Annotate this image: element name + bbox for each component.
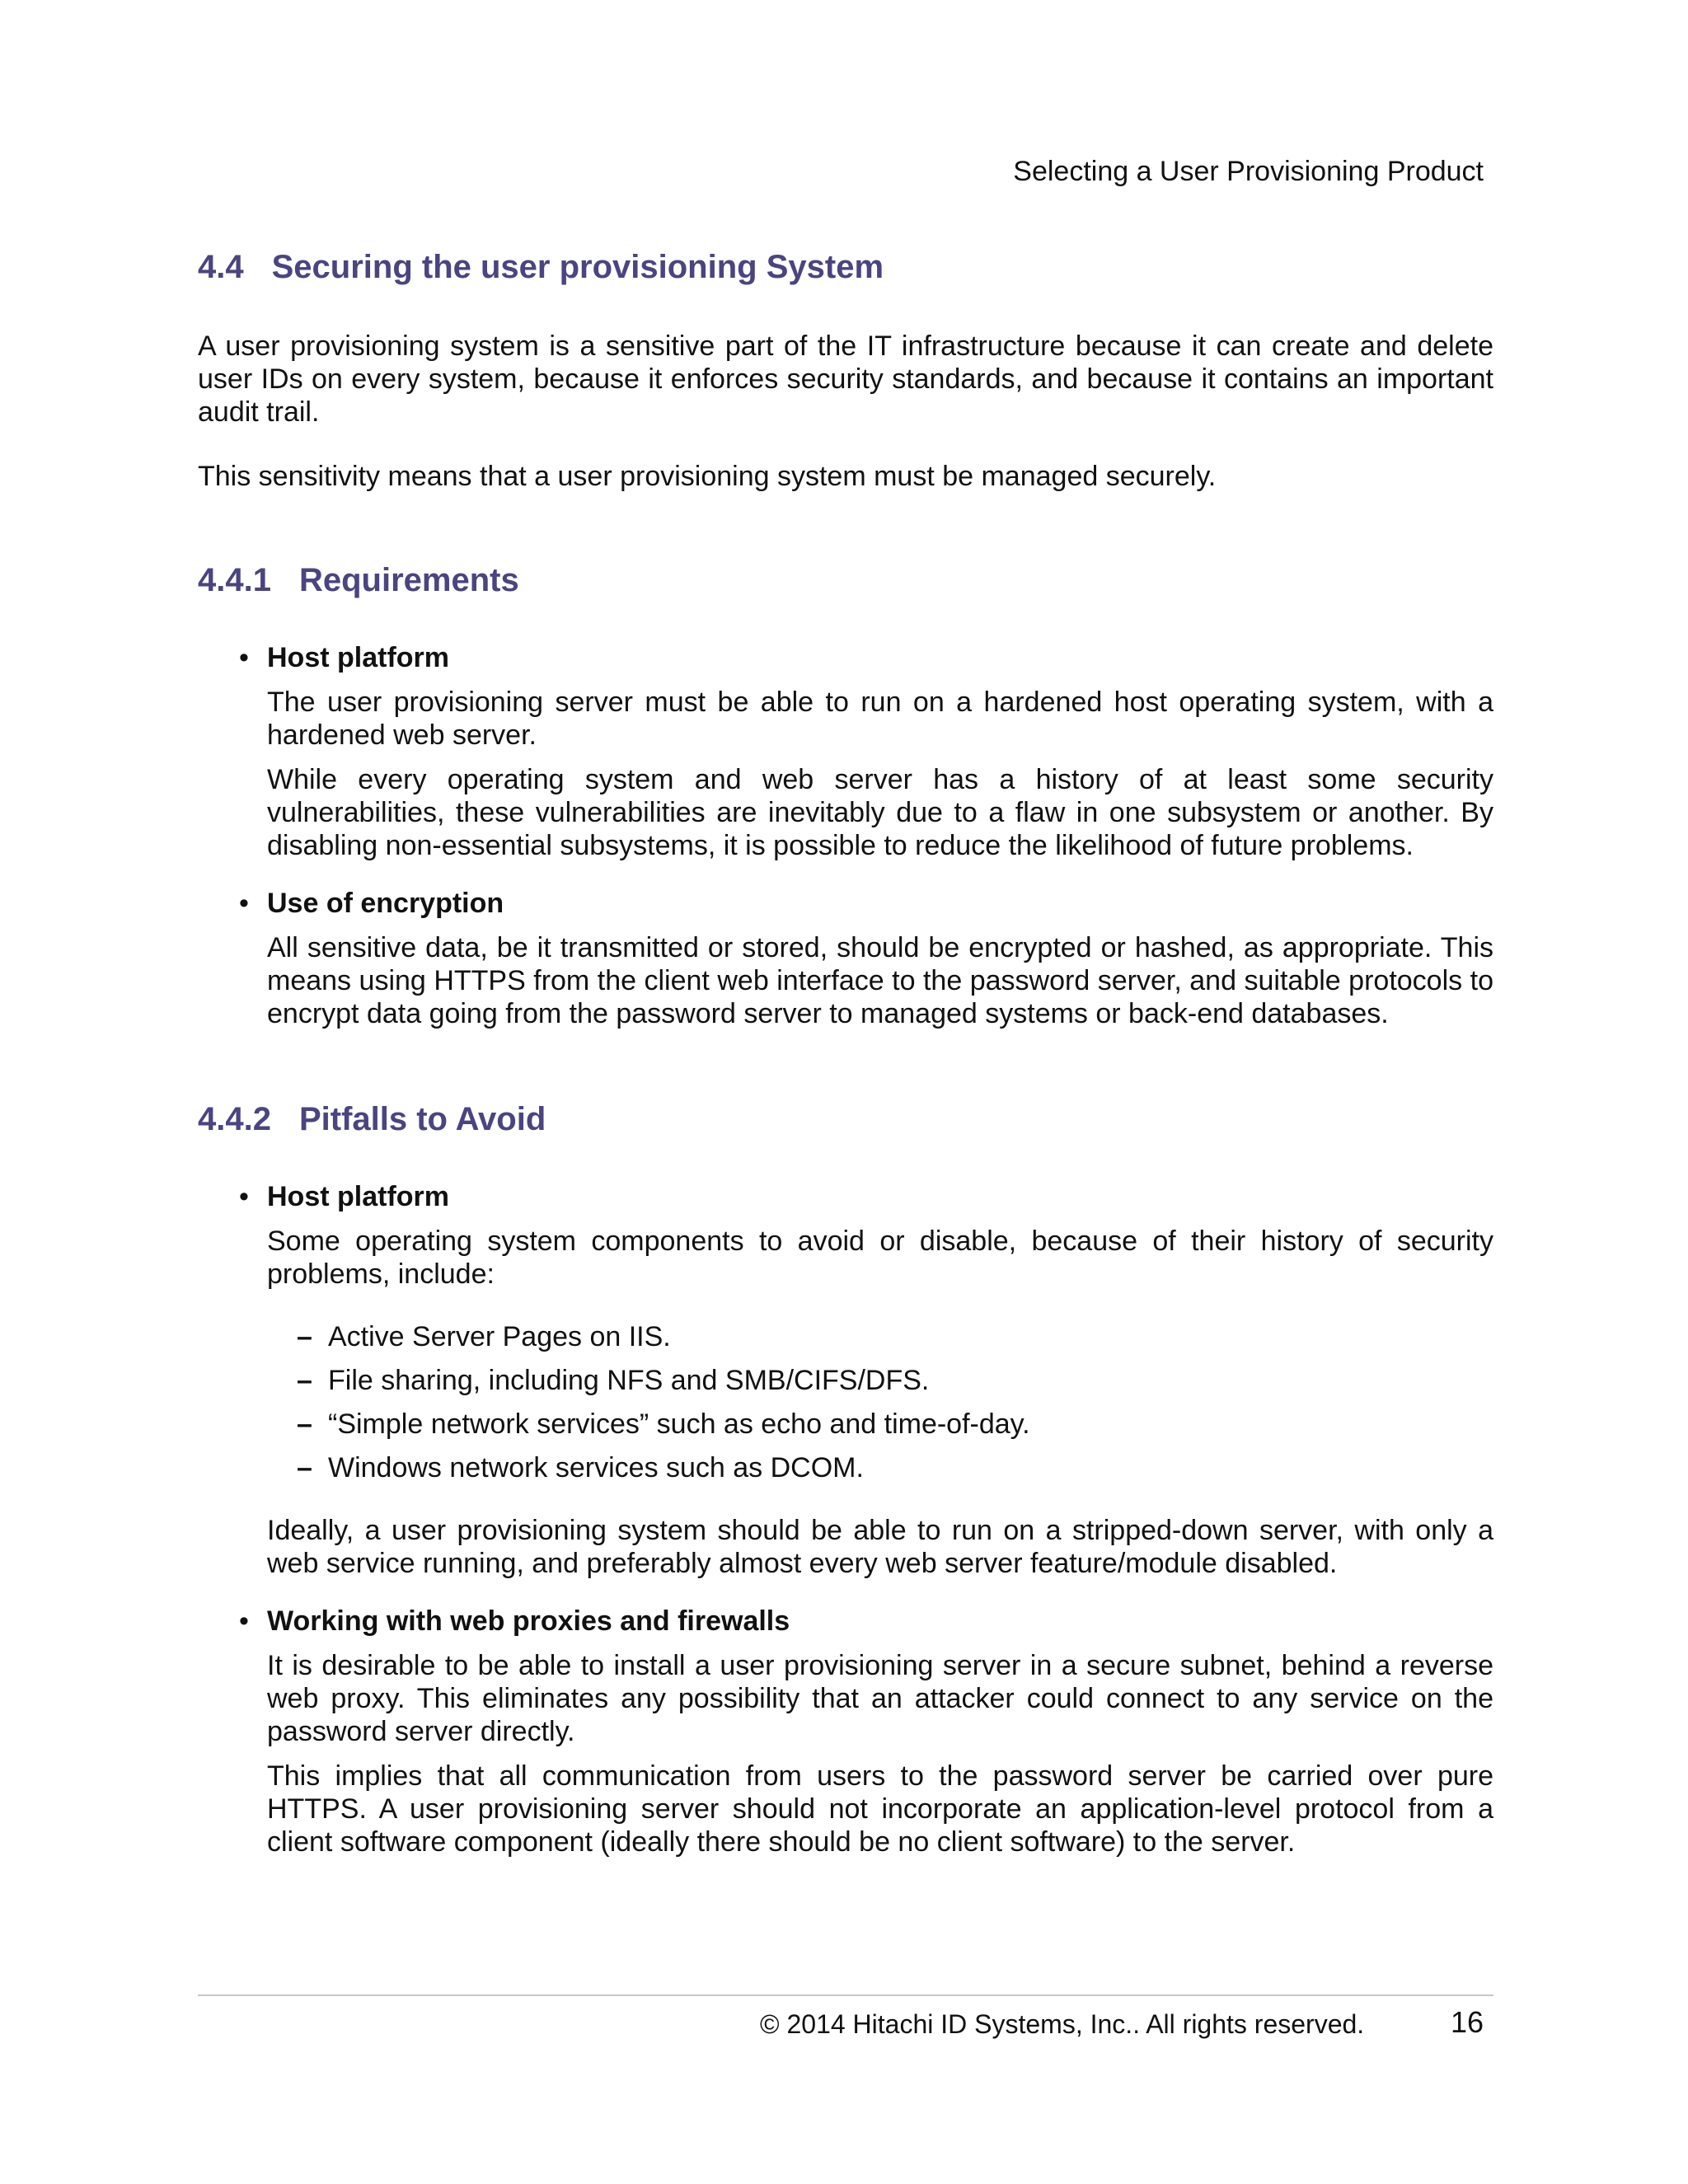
page-content — [198, 247, 1493, 1883]
subsection-title: Requirements — [298, 562, 519, 598]
bullet-paragraph: It is desirable to be able to install a user provisioning server in a secure subnet, behind a reverse web proxy. This eliminates any possibility that an attacker could connect to any service on the password server directly. — [267, 1650, 1493, 1747]
bullet-marker: • — [239, 1181, 249, 1212]
requirements-list — [198, 641, 1493, 1030]
subsection-number: 4.4.1 — [198, 562, 271, 598]
bullet-paragraph: Some operating system components to avoid or disable, because of their history of security problems, include: — [267, 1226, 1493, 1290]
dash-list-item — [267, 1408, 1493, 1441]
dash-item-text: File sharing, including NFS and SMB/CIFS/DFS. — [328, 1365, 930, 1396]
list-item — [198, 887, 1493, 1030]
bullet-paragraph: The user provisioning server must be able to run on a hardened host operating system, with a hardened web server. — [267, 687, 1493, 751]
footer-copyright: © 2014 Hitachi ID Systems, Inc.. All rights reserved. — [760, 2009, 1365, 2039]
bullet-title: Working with web proxies and firewalls — [267, 1605, 790, 1637]
dash-list-item — [267, 1451, 1493, 1484]
bullet-paragraph: Ideally, a user provisioning system should be able to run on a stripped-down server, with only a web service running, and preferably almost every web server feature/module disabled. — [267, 1515, 1493, 1579]
section-heading — [198, 247, 1493, 287]
footer-divider — [198, 1994, 1493, 1996]
list-item — [198, 1605, 1493, 1858]
bullet-paragraph: This implies that all communication from users to the password server be carried over pure HTTPS. A user provisioning server should not incorporate an application-level protocol from a client software component (ideally there should be no client software) to the server. — [267, 1760, 1493, 1858]
bullet-paragraph: While every operating system and web server has a history of at least some security vulnerabilities, these vulnerabilities are inevitably due to a flaw in one subsystem or another. By disabling non-essential subsystems, it is possible to reduce the likelihood of future problems. — [267, 764, 1493, 861]
bullet-title: Host platform — [267, 642, 449, 673]
intro-paragraph: This sensitivity means that a user provisioning system must be managed securely. — [198, 461, 1217, 492]
dash-list-item — [267, 1364, 1493, 1397]
bullet-title: Use of encryption — [267, 888, 504, 919]
dash-marker: – — [297, 1321, 312, 1352]
subsection-title: Pitfalls to Avoid — [298, 1101, 546, 1137]
bullet-marker: • — [239, 1605, 249, 1637]
list-item — [198, 1180, 1493, 1580]
dash-item-text: Active Server Pages on IIS. — [328, 1321, 671, 1352]
intro-paragraph: A user provisioning system is a sensitive part of the IT infrastructure because it can create and delete user IDs on every system, because it enforces security standards, and because it contains an important audit trail. — [198, 330, 1493, 428]
dash-marker: – — [297, 1408, 312, 1440]
dash-item-text: Windows network services such as DCOM. — [328, 1452, 864, 1483]
dash-list — [267, 1320, 1493, 1484]
bullet-paragraph: All sensitive data, be it transmitted or stored, should be encrypted or hashed, as appropriate. This means using HTTPS from the client web interface to the password server, and suitable protocols to encrypt data going from the password server to managed systems or back-end databases. — [267, 932, 1493, 1029]
bullet-marker: • — [239, 888, 249, 919]
bullet-marker: • — [239, 642, 249, 673]
dash-marker: – — [297, 1452, 312, 1483]
section-number: 4.4 — [198, 249, 244, 285]
subsection-number: 4.4.2 — [198, 1101, 271, 1137]
pitfalls-list — [198, 1180, 1493, 1858]
dash-item-text: “Simple network services” such as echo and time-of-day. — [328, 1408, 1030, 1440]
subsection-heading-requirements — [198, 560, 1493, 600]
section-title: Securing the user provisioning System — [271, 249, 884, 285]
page-number: 16 — [1450, 2005, 1484, 2039]
list-item — [198, 641, 1493, 862]
dash-list-item — [267, 1320, 1493, 1353]
subsection-heading-pitfalls — [198, 1099, 1493, 1139]
running-header: Selecting a User Provisioning Product — [1013, 156, 1484, 187]
bullet-title: Host platform — [267, 1181, 449, 1212]
dash-marker: – — [297, 1365, 312, 1396]
